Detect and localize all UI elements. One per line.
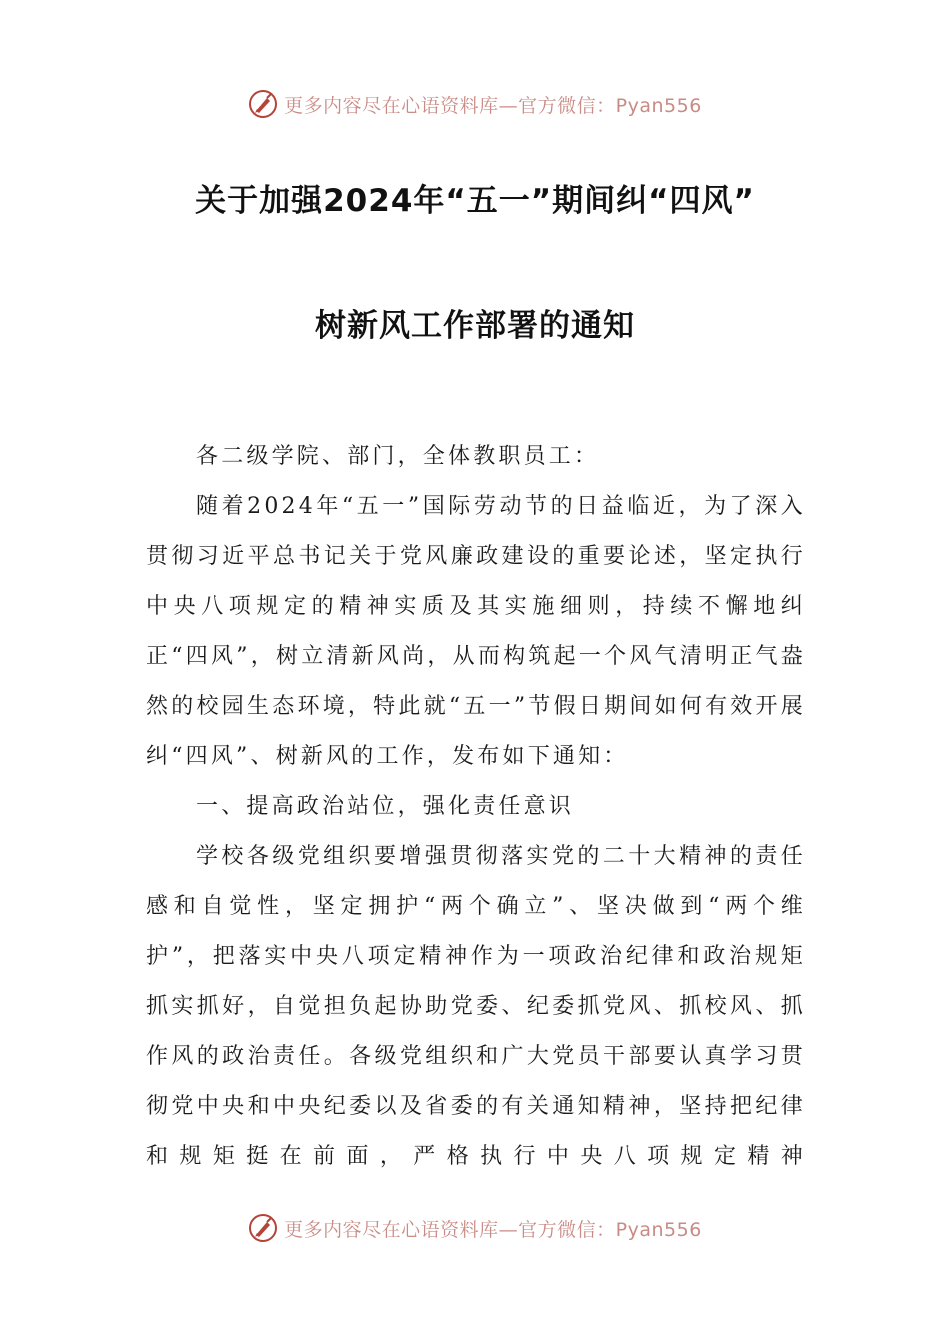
watermark-label: 更多内容尽在心语资料库—官方微信： (284, 94, 616, 117)
paragraph-intro: 随着2024年“五一”国际劳动节的日益临近，为了深入贯彻习近平总书记关于党风廉政建设的重要论述，坚定执行中央八项规定的精神实质及其实施细则，持续不懈地纠正“四风”，树立清新风尚，从而构筑起一个风气清明正气盎然的校园生态环境，特此就“五一”节假日期间如何有效开展纠“四风”、树新风的工作，发布如下通知： (146, 494, 806, 769)
watermark-text (284, 91, 702, 118)
watermark-text (284, 1215, 702, 1242)
footer-watermark (0, 1208, 950, 1248)
document-title-line-1: 关于加强2024年“五一”期间纠“四风” (195, 183, 755, 219)
salutation: 各二级学院、部门，全体教职员工： (196, 444, 600, 469)
document-body (146, 432, 806, 1182)
pen-nib-logo-icon (248, 89, 278, 119)
watermark-wechat-id: Pyan556 (615, 1218, 702, 1241)
watermark-wechat-id: Pyan556 (615, 94, 702, 117)
paragraph-section-1: 学校各级党组织要增强贯彻落实党的二十大精神的责任感和自觉性，坚定拥护“两个确立”、坚决做到“两个维护”，把落实中央八项定精神作为一项政治纪律和政治规矩抓实抓好，自觉担负起协助党委、纪委抓党风、抓校风、抓作风的政治责任。各级党组织和广大党员干部要认真学习贯彻党中央和中央纪委以及省委的有关通知精神，坚持把纪律和规矩挺在前面，严格执行中央八项规定精神 (146, 844, 806, 1169)
document-title-line-2: 树新风工作部署的通知 (315, 308, 635, 344)
section-heading-1: 一、提高政治站位，强化责任意识 (196, 794, 575, 819)
watermark-label: 更多内容尽在心语资料库—官方微信： (284, 1218, 616, 1241)
header-watermark (0, 84, 950, 124)
pen-nib-logo-icon (248, 1213, 278, 1243)
